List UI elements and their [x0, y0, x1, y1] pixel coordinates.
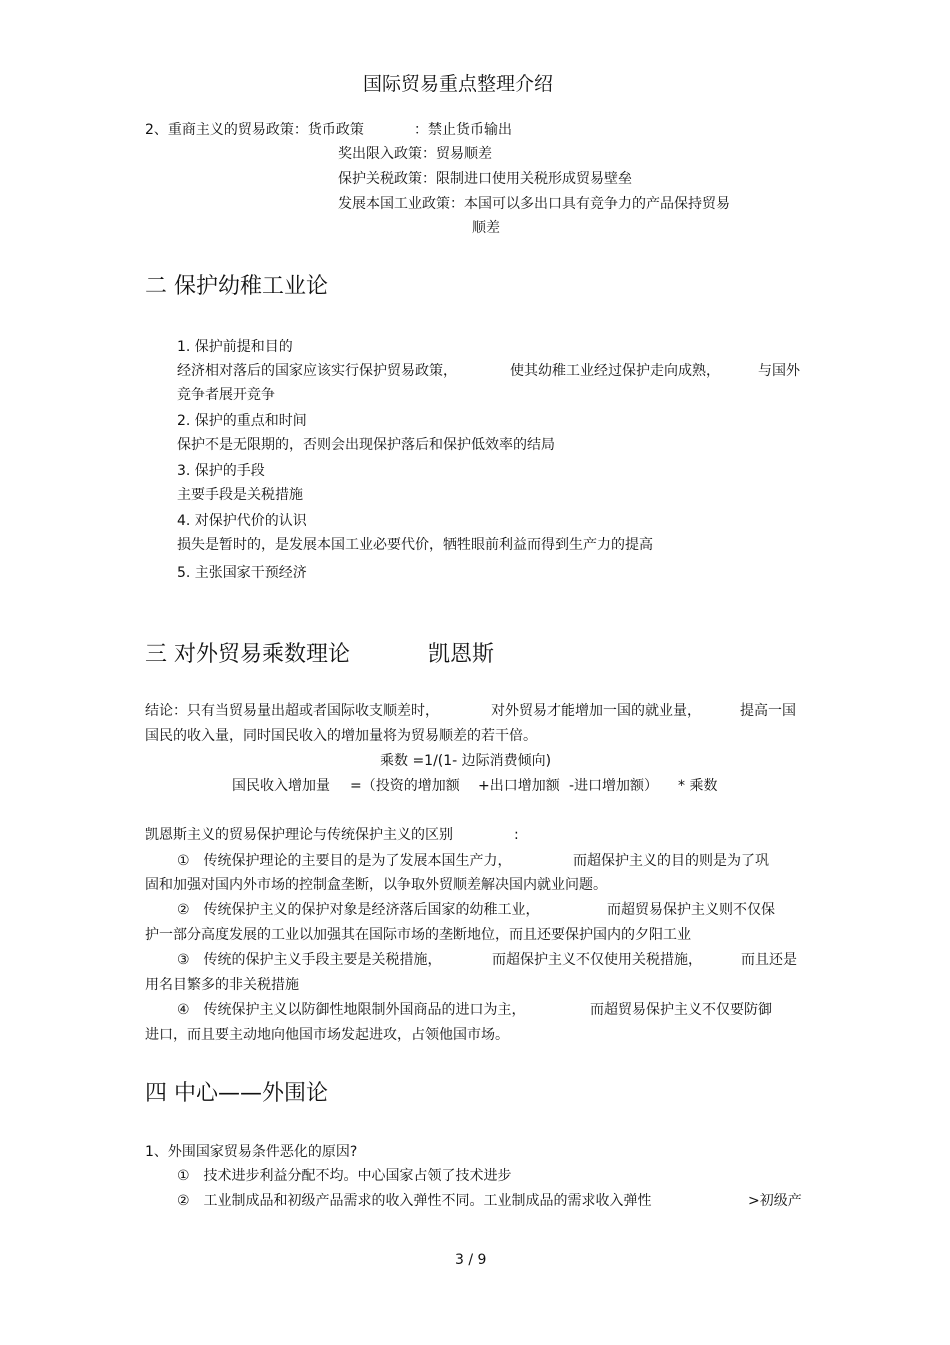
- mercantilism-line-1-value: ：禁止货币输出: [414, 122, 512, 138]
- income-formula-b: =（投资的增加额: [350, 778, 460, 794]
- section-2-item-3-title: 3. 保护的手段: [177, 463, 265, 479]
- section-4-heading: 四 中心——外围论: [145, 1081, 328, 1106]
- mercantilism-line-4-continued: 顺差: [472, 220, 500, 236]
- mercantilism-line-3: 保护关税政策：限制进口使用关税形成贸易壁垒: [338, 171, 632, 187]
- section-2-item-4-body: 损失是暂时的，是发展本国工业必要代价，牺牲眼前利益而得到生产力的提高: [177, 537, 653, 553]
- difference-point-2-b: 而超贸易保护主义则不仅保: [607, 902, 775, 918]
- page-title: 国际贸易重点整理介绍: [363, 73, 554, 95]
- section-2-item-2-body: 保护不是无限期的，否则会出现保护落后和保护低效率的结局: [177, 437, 555, 453]
- section-4-question-1: 1、外围国家贸易条件恶化的原因?: [145, 1144, 358, 1160]
- section-3-heading: 三 对外贸易乘数理论: [145, 642, 350, 667]
- difference-point-2-a: ② 传统保护主义的保护对象是经济落后国家的幼稚工业，: [177, 902, 540, 918]
- difference-title: 凯恩斯主义的贸易保护理论与传统保护主义的区别: [145, 827, 453, 843]
- section-2-heading: 二 保护幼稚工业论: [145, 274, 328, 299]
- difference-point-4-c: 进口，而且要主动地向他国市场发起进攻，占领他国市场。: [145, 1027, 509, 1043]
- difference-point-4-a: ④ 传统保护主义以防御性地限制外国商品的进口为主，: [177, 1002, 526, 1018]
- section-2-item-2-title: 2. 保护的重点和时间: [177, 413, 307, 429]
- section-2-item-1-body-d: 竞争者展开竞争: [177, 387, 275, 403]
- difference-point-3-a: ③ 传统的保护主义手段主要是关税措施，: [177, 952, 442, 968]
- difference-point-3-d: 用名目繁多的非关税措施: [145, 977, 299, 993]
- difference-point-3-b: 而超保护主义不仅使用关税措施，: [492, 952, 702, 968]
- mercantilism-line-1-label: 2、重商主义的贸易政策：货币政策: [145, 122, 364, 138]
- conclusion-line-d: 国民的收入量，同时国民收入的增加量将为贸易顺差的若干倍。: [145, 728, 537, 744]
- conclusion-line-c: 提高一国: [740, 703, 796, 719]
- section-4-reason-1: ① 技术进步利益分配不均。中心国家占领了技术进步: [177, 1168, 512, 1184]
- section-2-item-3-body: 主要手段是关税措施: [177, 487, 303, 503]
- section-2-item-5-title: 5. 主张国家干预经济: [177, 565, 307, 581]
- difference-point-2-c: 护一部分高度发展的工业以加强其在国际市场的垄断地位，而且还要保护国内的夕阳工业: [145, 927, 691, 943]
- mercantilism-line-4: 发展本国工业政策：本国可以多出口具有竞争力的产品保持贸易: [338, 196, 730, 212]
- conclusion-line-b: 对外贸易才能增加一国的就业量，: [491, 703, 701, 719]
- section-2-item-1-body-c: 与国外: [758, 363, 800, 379]
- section-2-item-1-body-a: 经济相对落后的国家应该实行保护贸易政策，: [177, 363, 457, 379]
- income-formula-e: * 乘数: [678, 778, 718, 794]
- difference-point-4-b: 而超贸易保护主义不仅要防御: [590, 1002, 772, 1018]
- section-4-reason-2-b: >初级产: [748, 1193, 802, 1209]
- mercantilism-line-2: 奖出限入政策：贸易顺差: [338, 146, 492, 162]
- income-formula-a: 国民收入增加量: [232, 778, 330, 794]
- conclusion-line-a: 结论：只有当贸易量出超或者国际收支顺差时，: [145, 703, 439, 719]
- income-formula-c: +出口增加额: [478, 778, 560, 794]
- income-formula-d: -进口增加额）: [569, 778, 659, 794]
- section-2-item-1-body-b: 使其幼稚工业经过保护走向成熟，: [510, 363, 720, 379]
- page-number: 3 / 9: [455, 1252, 487, 1268]
- difference-point-1-c: 固和加强对国内外市场的控制盒垄断，以争取外贸顺差解决国内就业问题。: [145, 877, 607, 893]
- difference-point-1-a: ① 传统保护理论的主要目的是为了发展本国生产力，: [177, 853, 512, 869]
- difference-point-1-b: 而超保护主义的目的则是为了巩: [573, 853, 769, 869]
- multiplier-formula: 乘数 =1/(1- 边际消费倾向): [380, 753, 552, 769]
- difference-point-3-c: 而且还是: [741, 952, 797, 968]
- section-2-item-4-title: 4. 对保护代价的认识: [177, 513, 307, 529]
- section-2-item-1-title: 1. 保护前提和目的: [177, 339, 293, 355]
- section-4-reason-2-a: ② 工业制成品和初级产品需求的收入弹性不同。工业制成品的需求收入弹性: [177, 1193, 652, 1209]
- section-3-heading-person: 凯恩斯: [428, 642, 495, 667]
- difference-title-colon: :: [514, 827, 519, 843]
